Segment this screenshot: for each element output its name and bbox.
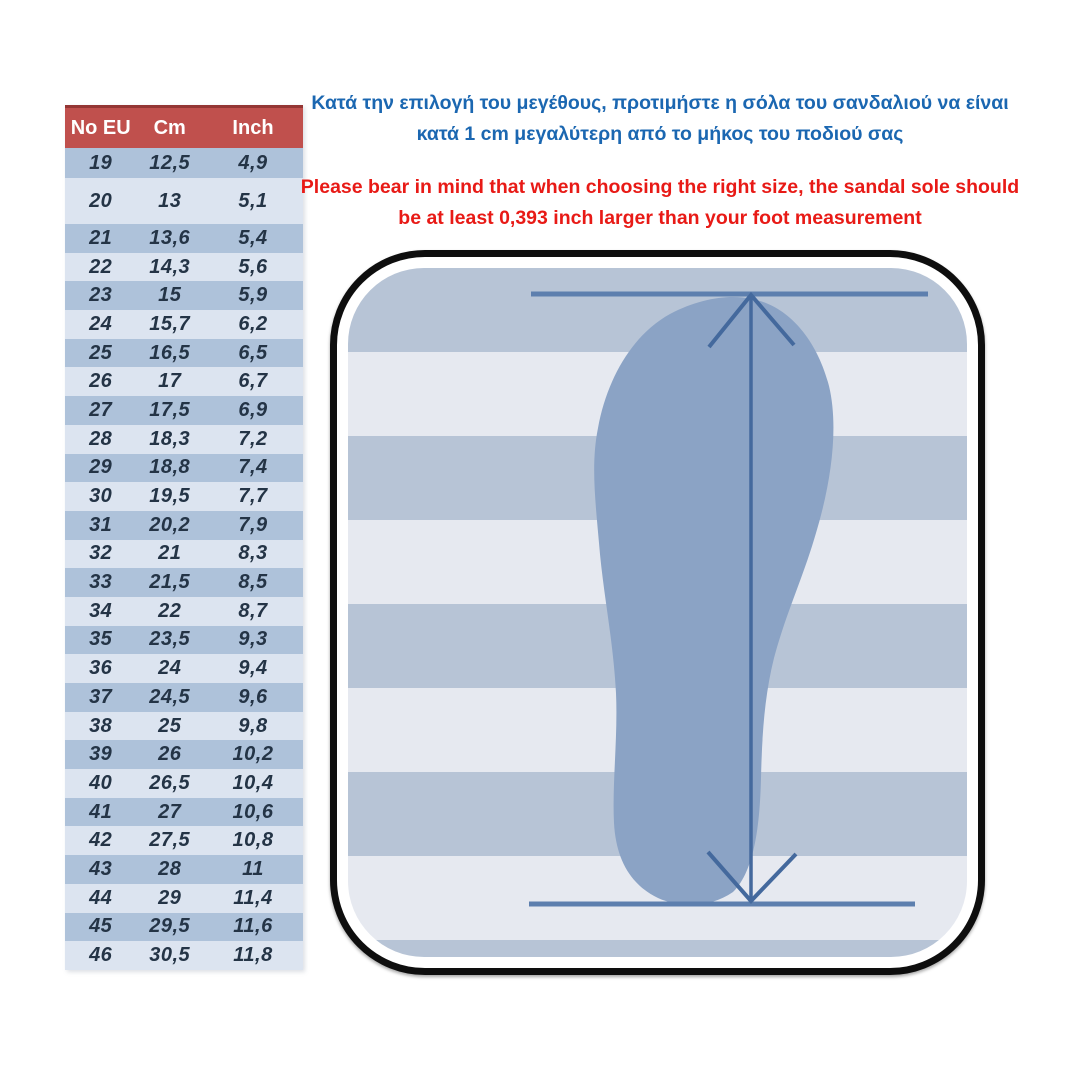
size-cell-inch: 11,6 [233,915,273,938]
foot-sole-shape [594,297,833,905]
size-cell-cm: 12,5 [149,151,191,174]
size-cell-cm: 26 [158,743,182,766]
size-cell-no-eu: 24 [89,312,113,335]
size-cell-cm: 14,3 [149,255,191,278]
size-cell-inch: 10,4 [232,771,274,794]
size-cell-inch: 5,9 [238,284,268,307]
size-cell-inch: 10,8 [232,829,274,852]
size-cell-no-eu: 33 [89,571,113,594]
size-cell-cm: 21,5 [149,571,191,594]
size-row [65,511,303,540]
size-row [65,396,303,425]
size-cell-no-eu: 31 [89,513,113,536]
size-row [65,454,303,483]
size-row [65,913,303,942]
size-cell-no-eu: 19 [89,151,113,174]
size-cell-inch: 10,6 [232,800,274,823]
size-cell-no-eu: 42 [89,829,113,852]
size-cell-no-eu: 23 [89,284,113,307]
size-cell-inch: 9,3 [238,628,268,651]
size-row [65,425,303,454]
size-cell-cm: 24 [158,657,182,680]
size-cell-inch: 11 [242,857,264,880]
size-cell-no-eu: 36 [89,657,113,680]
size-row [65,626,303,655]
size-row [65,855,303,884]
size-cell-no-eu: 22 [89,255,113,278]
size-row [65,148,303,178]
size-cell-no-eu: 35 [89,628,113,651]
size-row [65,712,303,741]
size-cell-inch: 9,8 [238,714,268,737]
size-cell-no-eu: 21 [89,226,113,249]
size-cell-no-eu: 39 [89,743,113,766]
size-cell-no-eu: 32 [89,542,113,565]
size-cell-no-eu: 37 [89,685,113,708]
size-cell-cm: 17,5 [149,398,191,421]
size-row [65,540,303,569]
diagram-striped-background [348,268,967,957]
size-cell-inch: 10,2 [232,743,274,766]
size-cell-cm: 29,5 [149,915,191,938]
size-cell-inch: 5,4 [238,226,268,249]
size-cell-inch: 7,4 [238,456,268,479]
size-cell-cm: 18,3 [149,427,191,450]
size-cell-no-eu: 28 [89,427,113,450]
size-cell-no-eu: 41 [89,800,113,823]
size-cell-inch: 6,7 [238,370,268,393]
size-cell-no-eu: 27 [89,398,113,421]
size-cell-no-eu: 20 [89,189,113,212]
size-cell-no-eu: 38 [89,714,113,737]
size-cell-inch: 4,9 [238,151,268,174]
size-cell-cm: 17 [158,370,182,393]
size-row [65,683,303,712]
size-cell-no-eu: 34 [89,599,113,622]
note-greek: Κατά την επιλογή του μεγέθους, προτιμήστε η σόλα του σανδαλιού να είναι κατά 1 cm μεγαλύτερη από το μήκος του ποδιού σας [311,92,1009,145]
size-cell-cm: 24,5 [149,685,191,708]
col-header-no-eu: No EU [70,116,131,139]
size-cell-cm: 21 [158,542,182,565]
size-cell-cm: 13,6 [149,226,191,249]
size-cell-inch: 6,5 [238,341,268,364]
size-cell-no-eu: 46 [89,944,113,967]
size-cell-cm: 25 [158,714,182,737]
foot-sole-illustration [348,268,967,957]
col-header-inch: Inch [232,116,274,139]
size-row [65,224,303,253]
size-table-header [65,105,303,148]
size-cell-inch: 8,3 [238,542,268,565]
size-cell-no-eu: 44 [89,886,113,909]
size-row [65,178,303,224]
size-row [65,769,303,798]
note-english: Please bear in mind that when choosing the right size, the sandal sole should be at least 0,393 inch larger than your foot measurement [300,176,1020,229]
size-cell-cm: 15,7 [149,312,191,335]
size-cell-no-eu: 43 [89,857,113,880]
size-row [65,310,303,339]
size-row [65,654,303,683]
size-row [65,826,303,855]
size-row [65,253,303,282]
size-cell-no-eu: 30 [89,485,113,508]
size-row [65,482,303,511]
size-cell-inch: 5,6 [238,255,268,278]
size-row [65,568,303,597]
size-cell-inch: 7,2 [238,427,268,450]
size-cell-cm: 20,2 [149,513,191,536]
size-cell-cm: 26,5 [149,771,191,794]
size-cell-no-eu: 29 [89,456,113,479]
size-cell-no-eu: 26 [89,370,113,393]
size-cell-no-eu: 45 [89,915,113,938]
size-row [65,339,303,368]
size-cell-cm: 27,5 [149,829,191,852]
size-cell-cm: 30,5 [149,944,191,967]
size-row [65,941,303,970]
size-cell-inch: 8,5 [238,571,268,594]
size-row [65,597,303,626]
size-table-body [65,148,303,970]
size-row [65,798,303,827]
size-cell-inch: 5,1 [238,189,268,212]
size-row [65,281,303,310]
col-header-cm: Cm [153,116,186,139]
size-cell-inch: 7,7 [238,485,268,508]
size-cell-cm: 23,5 [149,628,191,651]
size-cell-cm: 29 [158,886,182,909]
size-cell-no-eu: 25 [89,341,113,364]
size-cell-inch: 6,9 [238,398,268,421]
size-cell-inch: 7,9 [238,513,268,536]
size-cell-cm: 28 [158,857,182,880]
size-row [65,367,303,396]
size-cell-no-eu: 40 [89,771,113,794]
size-cell-cm: 13 [158,189,182,212]
size-cell-cm: 15 [158,284,182,307]
size-cell-inch: 8,7 [238,599,268,622]
size-cell-inch: 9,4 [238,657,268,680]
size-cell-inch: 6,2 [238,312,268,335]
size-cell-cm: 19,5 [149,485,191,508]
size-cell-cm: 16,5 [149,341,191,364]
size-table [65,105,303,970]
size-cell-cm: 18,8 [149,456,191,479]
size-cell-cm: 27 [158,800,182,823]
size-cell-cm: 22 [158,599,182,622]
size-cell-inch: 11,8 [233,944,273,967]
size-cell-inch: 11,4 [233,886,273,909]
size-row [65,740,303,769]
size-row [65,884,303,913]
foot-measurement-diagram [330,250,985,975]
size-cell-inch: 9,6 [238,685,268,708]
